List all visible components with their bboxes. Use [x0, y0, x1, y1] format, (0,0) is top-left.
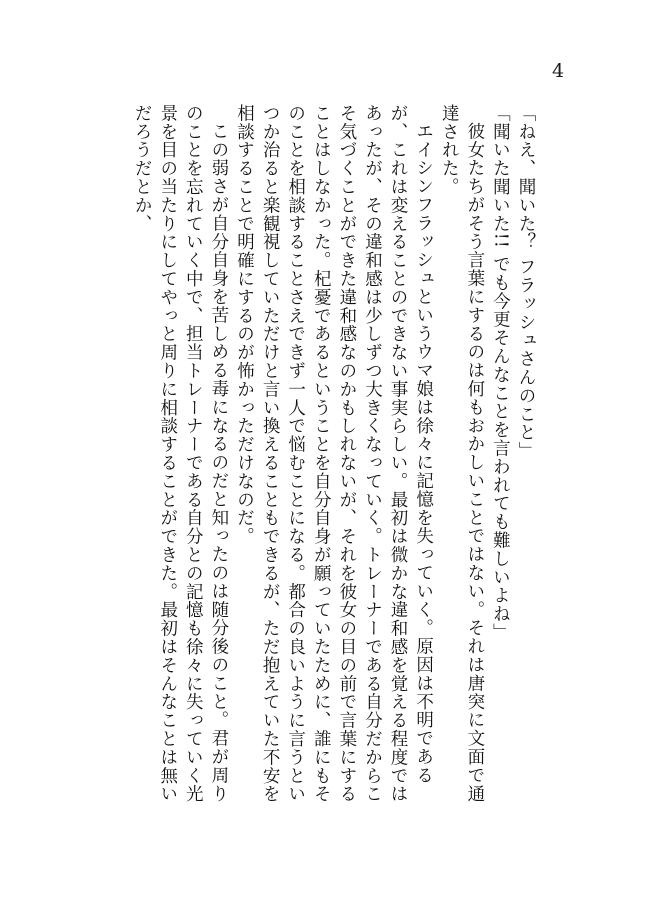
paragraph-announcement: 彼女たちがそう言葉にするのは何もおかしいことではない。それは唐突に文面で通達された。 [439, 104, 485, 803]
vertical-body-text [129, 104, 539, 804]
dialogue-line-2: 「聞いた聞いた!! でも今更そんなことを言われても難しいよね」 [490, 104, 511, 642]
dialogue-line-1: 「ねえ、聞いた？ フラッシュさんのこと」 [516, 104, 536, 461]
paragraph-memory-loss: エイシンフラッシュというウマ娘は徐々に記憶を失っていく。原因は不明であるが、これは変えることのできない事実らしい。最初は微かな違和感を覚える程度ではあったが、その違和感は少しずつ大きくなっていく。トレーナーである自分だからこそ気づくことができた違和感なのかもしれないが、それを彼女の目の前で言葉にすることはしなかった。杞憂であるということを自分自身が願っていたために、誰にもそのことを相談することさえできず一人で悩むことになる。都合の良いように言うといつか治ると楽観視していただけと言い換えることもできるが、ただ抱えていた不安を相談することで明確にするのが怖かっただけなのだ。 [234, 104, 434, 804]
paragraph-weakness: この弱さが自分自身を苦しめる毒になるのだと知ったのは随分後のこと。君が周りのことを忘れていく中で、担当トレーナーである自分との記憶も徐々に失っていく光景を目の当たりにしてやっと周りに相談することができた。最初はそんなことは無いだろうだとか、 [132, 104, 229, 804]
page-number: 4 [552, 60, 565, 82]
